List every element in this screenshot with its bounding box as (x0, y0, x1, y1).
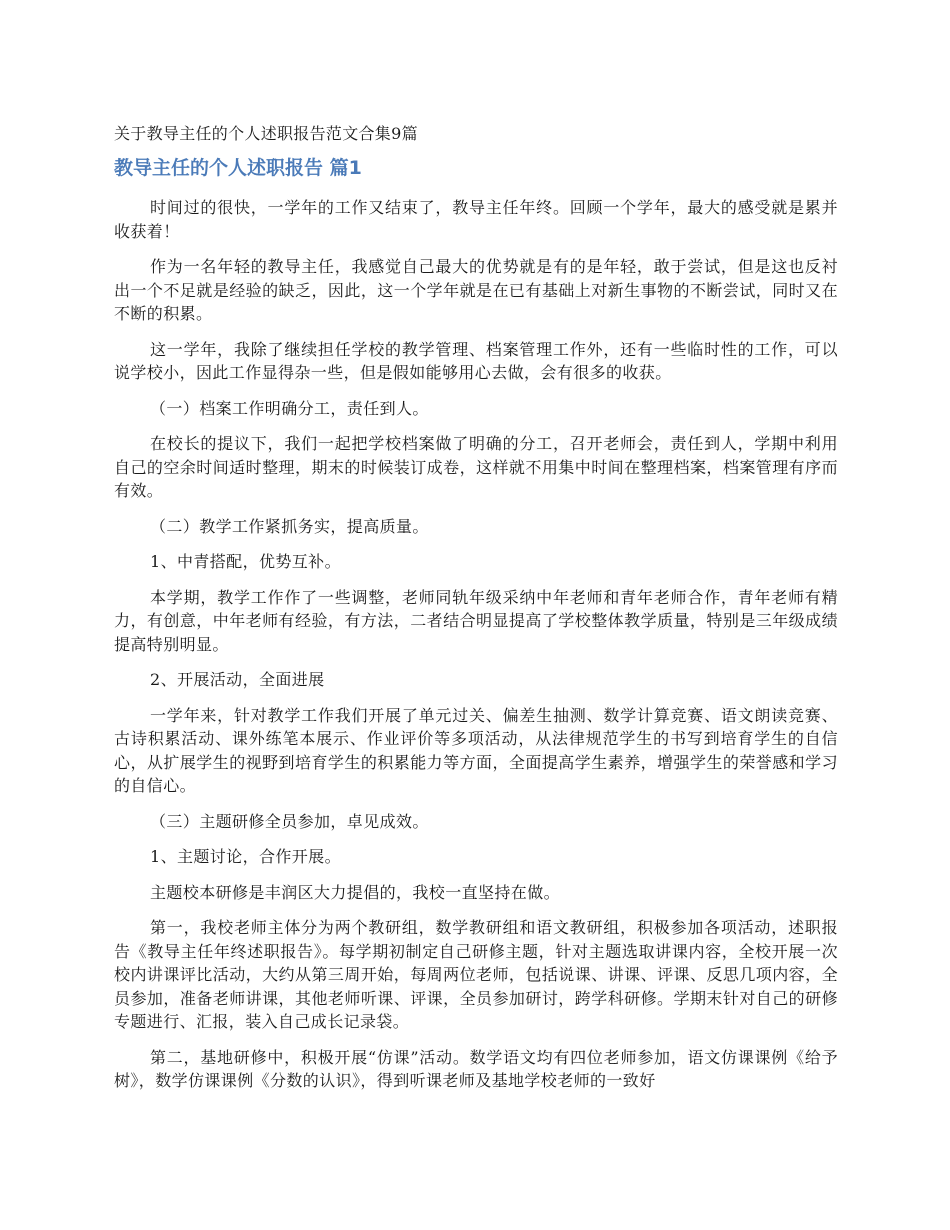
paragraph: 在校长的提议下，我们一起把学校档案做了明确的分工，召开老师会，责任到人，学期中利用自己的空余时间适时整理，期末的时候装订成卷，这样就不用集中时间在整理档案，档案管理有序而有效。 (114, 434, 838, 500)
subheading: 2、开展活动，全面进展 (150, 670, 325, 689)
document-page (114, 122, 838, 1105)
subheading: 1、主题讨论，合作开展。 (150, 847, 341, 866)
document-title: 关于教导主任的个人述职报告范文合集9篇 (114, 124, 418, 143)
paragraph: 主题校本研修是丰润区大力提倡的，我校一直坚持在做。 (150, 882, 561, 902)
paragraph: 本学期，教学工作作了一些调整，老师同轨年级采纳中年老师和青年老师合作，青年老师有精力，有创意，中年老师有经验，有方法，二者结合明显提高了学校整体教学质量，特别是三年级成绩提高特别明显。 (114, 587, 838, 654)
document-body (114, 196, 838, 1093)
paragraph: 时间过的很快，一学年的工作又结束了，教导主任年终。回顾一个学年，最大的感受就是累并收获着！ (114, 198, 838, 241)
subheading: 1、中青搭配，优势互补。 (150, 552, 341, 571)
paragraph: 一学年来，针对教学工作我们开展了单元过关、偏差生抽测、数学计算竞赛、语文朗读竞赛、古诗积累活动、课外练笔本展示、作业评价等多项活动，从法律规范学生的书写到培育学生的自信心，从扩展学生的视野到培育学生的积累能力等方面，全面提高学生素养，增强学生的荣誉感和学习的自信心。 (114, 705, 838, 795)
paragraph: 第二，基地研修中，积极开展“仿课”活动。数学语文均有四位老师参加，语文仿课课例《给予树》，数学仿课课例《分数的认识》，得到听课老师及基地学校老师的一致好 (114, 1047, 838, 1090)
paragraph: 作为一名年轻的教导主任，我感觉自己最大的优势就是有的是年轻，敢于尝试，但是这也反衬出一个不足就是经验的缺乏，因此，这一个学年就是在已有基础上对新生事物的不断尝试，同时又在不断的积累。 (114, 257, 838, 323)
paragraph: 第一，我校老师主体分为两个教研组，数学教研组和语文教研组，积极参加各项活动，述职报告《教导主任年终述职报告》。每学期初制定自己研修主题，针对主题选取讲课内容，全校开展一次校内讲课评比活动，大约从第三周开始，每周两位老师，包括说课、讲课、评课、反思几项内容，全员参加，准备老师讲课，其他老师听课、评课，全员参加研讨，跨学科研修。学期末针对自己的研修专题进行、汇报，装入自己成长记录袋。 (114, 918, 838, 1031)
subheading: （一）档案工作明确分工，责任到人。 (150, 398, 429, 418)
section-heading: 教导主任的个人述职报告 篇1 (114, 157, 362, 179)
subheading: （三）主题研修全员参加，卓见成效。 (150, 811, 429, 831)
subheading: （二）教学工作紧抓务实，提高质量。 (150, 516, 429, 536)
paragraph: 这一学年，我除了继续担任学校的教学管理、档案管理工作外，还有一些临时性的工作，可以说学校小，因此工作显得杂一些，但是假如能够用心去做，会有很多的收获。 (114, 339, 838, 382)
